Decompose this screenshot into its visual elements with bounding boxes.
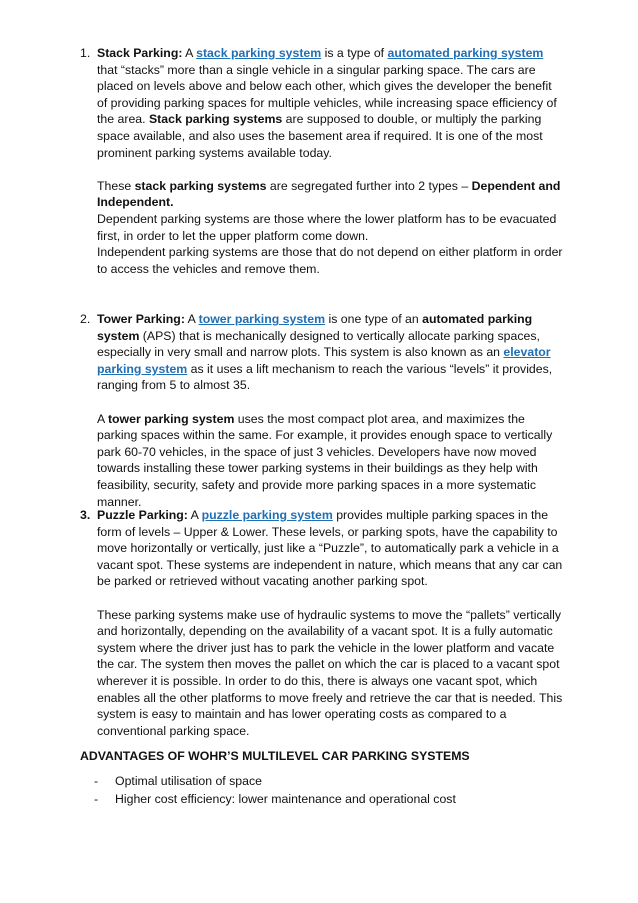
dependent-parking-paragraph: Dependent parking systems are those where the lower platform has to be evacuated first, in order to let the upper platform come down. (97, 211, 557, 243)
tower-parking-system-link[interactable]: tower parking system (198, 312, 326, 326)
bullet-dash: - (94, 792, 99, 806)
tower-parking-paragraph-2: A tower parking system uses the most compact plot area, and maximizes the parking spaces within the same. For example, it provides enough space to vertically park 60-70 vehicles, in the space of just 3 vehicles. Developers have now moved towards installing these tower parking systems in their buildings as they help with feasibility, security, safety and provide more parking spaces in a more systematic manner. (97, 411, 553, 509)
bullet-text: Higher cost efficiency: lower maintenance and operational cost (115, 792, 456, 806)
list-item-stack-parking (97, 45, 565, 277)
item-number-3: 3. (80, 508, 91, 522)
stack-parking-paragraph-1: Stack Parking: A stack parking system is a type of automated parking system that “stacks” more than a single vehicle in a singular parking space. The cars are placed on levels above and below each other, which gives the developer the benefit of providing parking spaces for multiple vehicles, while increasing space efficiency of the area. Stack parking systems are supposed to double, or multiply the parking space available, and also uses the basement area if required. It is one of the most prominent parking systems available today. (97, 46, 557, 160)
automated-parking-system-link[interactable]: automated parking system (387, 46, 544, 60)
bullet-text: Optimal utilisation of space (115, 774, 262, 788)
independent-parking-paragraph: Independent parking systems are those that do not depend on either platform in order to access the vehicles and remove them. (97, 245, 563, 276)
item-number-2: 2. (80, 312, 91, 326)
advantages-heading: ADVANTAGES OF WOHR’S MULTILEVEL CAR PARKING SYSTEMS (80, 749, 470, 763)
elevator-parking-system-link[interactable]: elevator parking system (97, 345, 551, 376)
tower-parking-paragraph-1: Tower Parking: A tower parking system is one type of an automated parking system (APS) that is mechanically designed to vertically allocate parking spaces, especially in very small and narrow plots. This system is also known as an elevator parking system as it uses a lift mechanism to reach the various “levels” it provides, ranging from 5 to almost 35. (97, 312, 553, 393)
puzzle-parking-paragraph-1: Puzzle Parking: A puzzle parking system provides multiple parking spaces in the form of levels – Upper & Lower. These levels, or parking spots, have the capability to move horizontally or vertically, just like a “Puzzle”, to automatically park a vehicle in a vacant spot. These systems are independent in nature, which means that any car can be parked or retrieved without vacating another parking spot. (97, 508, 563, 589)
stack-parking-paragraph-2: These stack parking systems are segregated further into 2 types – Dependent and Independent. (97, 178, 561, 210)
puzzle-parking-paragraph-2: These parking systems make use of hydraulic systems to move the “pallets” vertically and horizontally, depending on the availability of a vacant spot. It is a fully automatic system where the driver just has to park the vehicle in the lower platform and vacate the car. The system then moves the pallet on which the car is placed to a vacant spot wherever it is possible. In order to do this, there is always one vacant spot, which enables all the other platforms to move freely and retrieve the car that is needed. This system is easy to maintain and has lower operating costs as compared to a conventional parking space. (97, 607, 563, 738)
stack-parking-system-link[interactable]: stack parking system (196, 46, 322, 60)
bullet-dash: - (94, 774, 99, 788)
puzzle-parking-system-link[interactable]: puzzle parking system (201, 508, 333, 522)
list-item-puzzle-parking (97, 507, 565, 739)
stack-parking-title: Stack Parking: (97, 46, 183, 60)
list-item-tower-parking (97, 311, 565, 510)
tower-parking-title: Tower Parking: (97, 312, 185, 326)
puzzle-parking-title: Puzzle Parking: (97, 508, 188, 522)
item-number-1: 1. (80, 46, 91, 60)
